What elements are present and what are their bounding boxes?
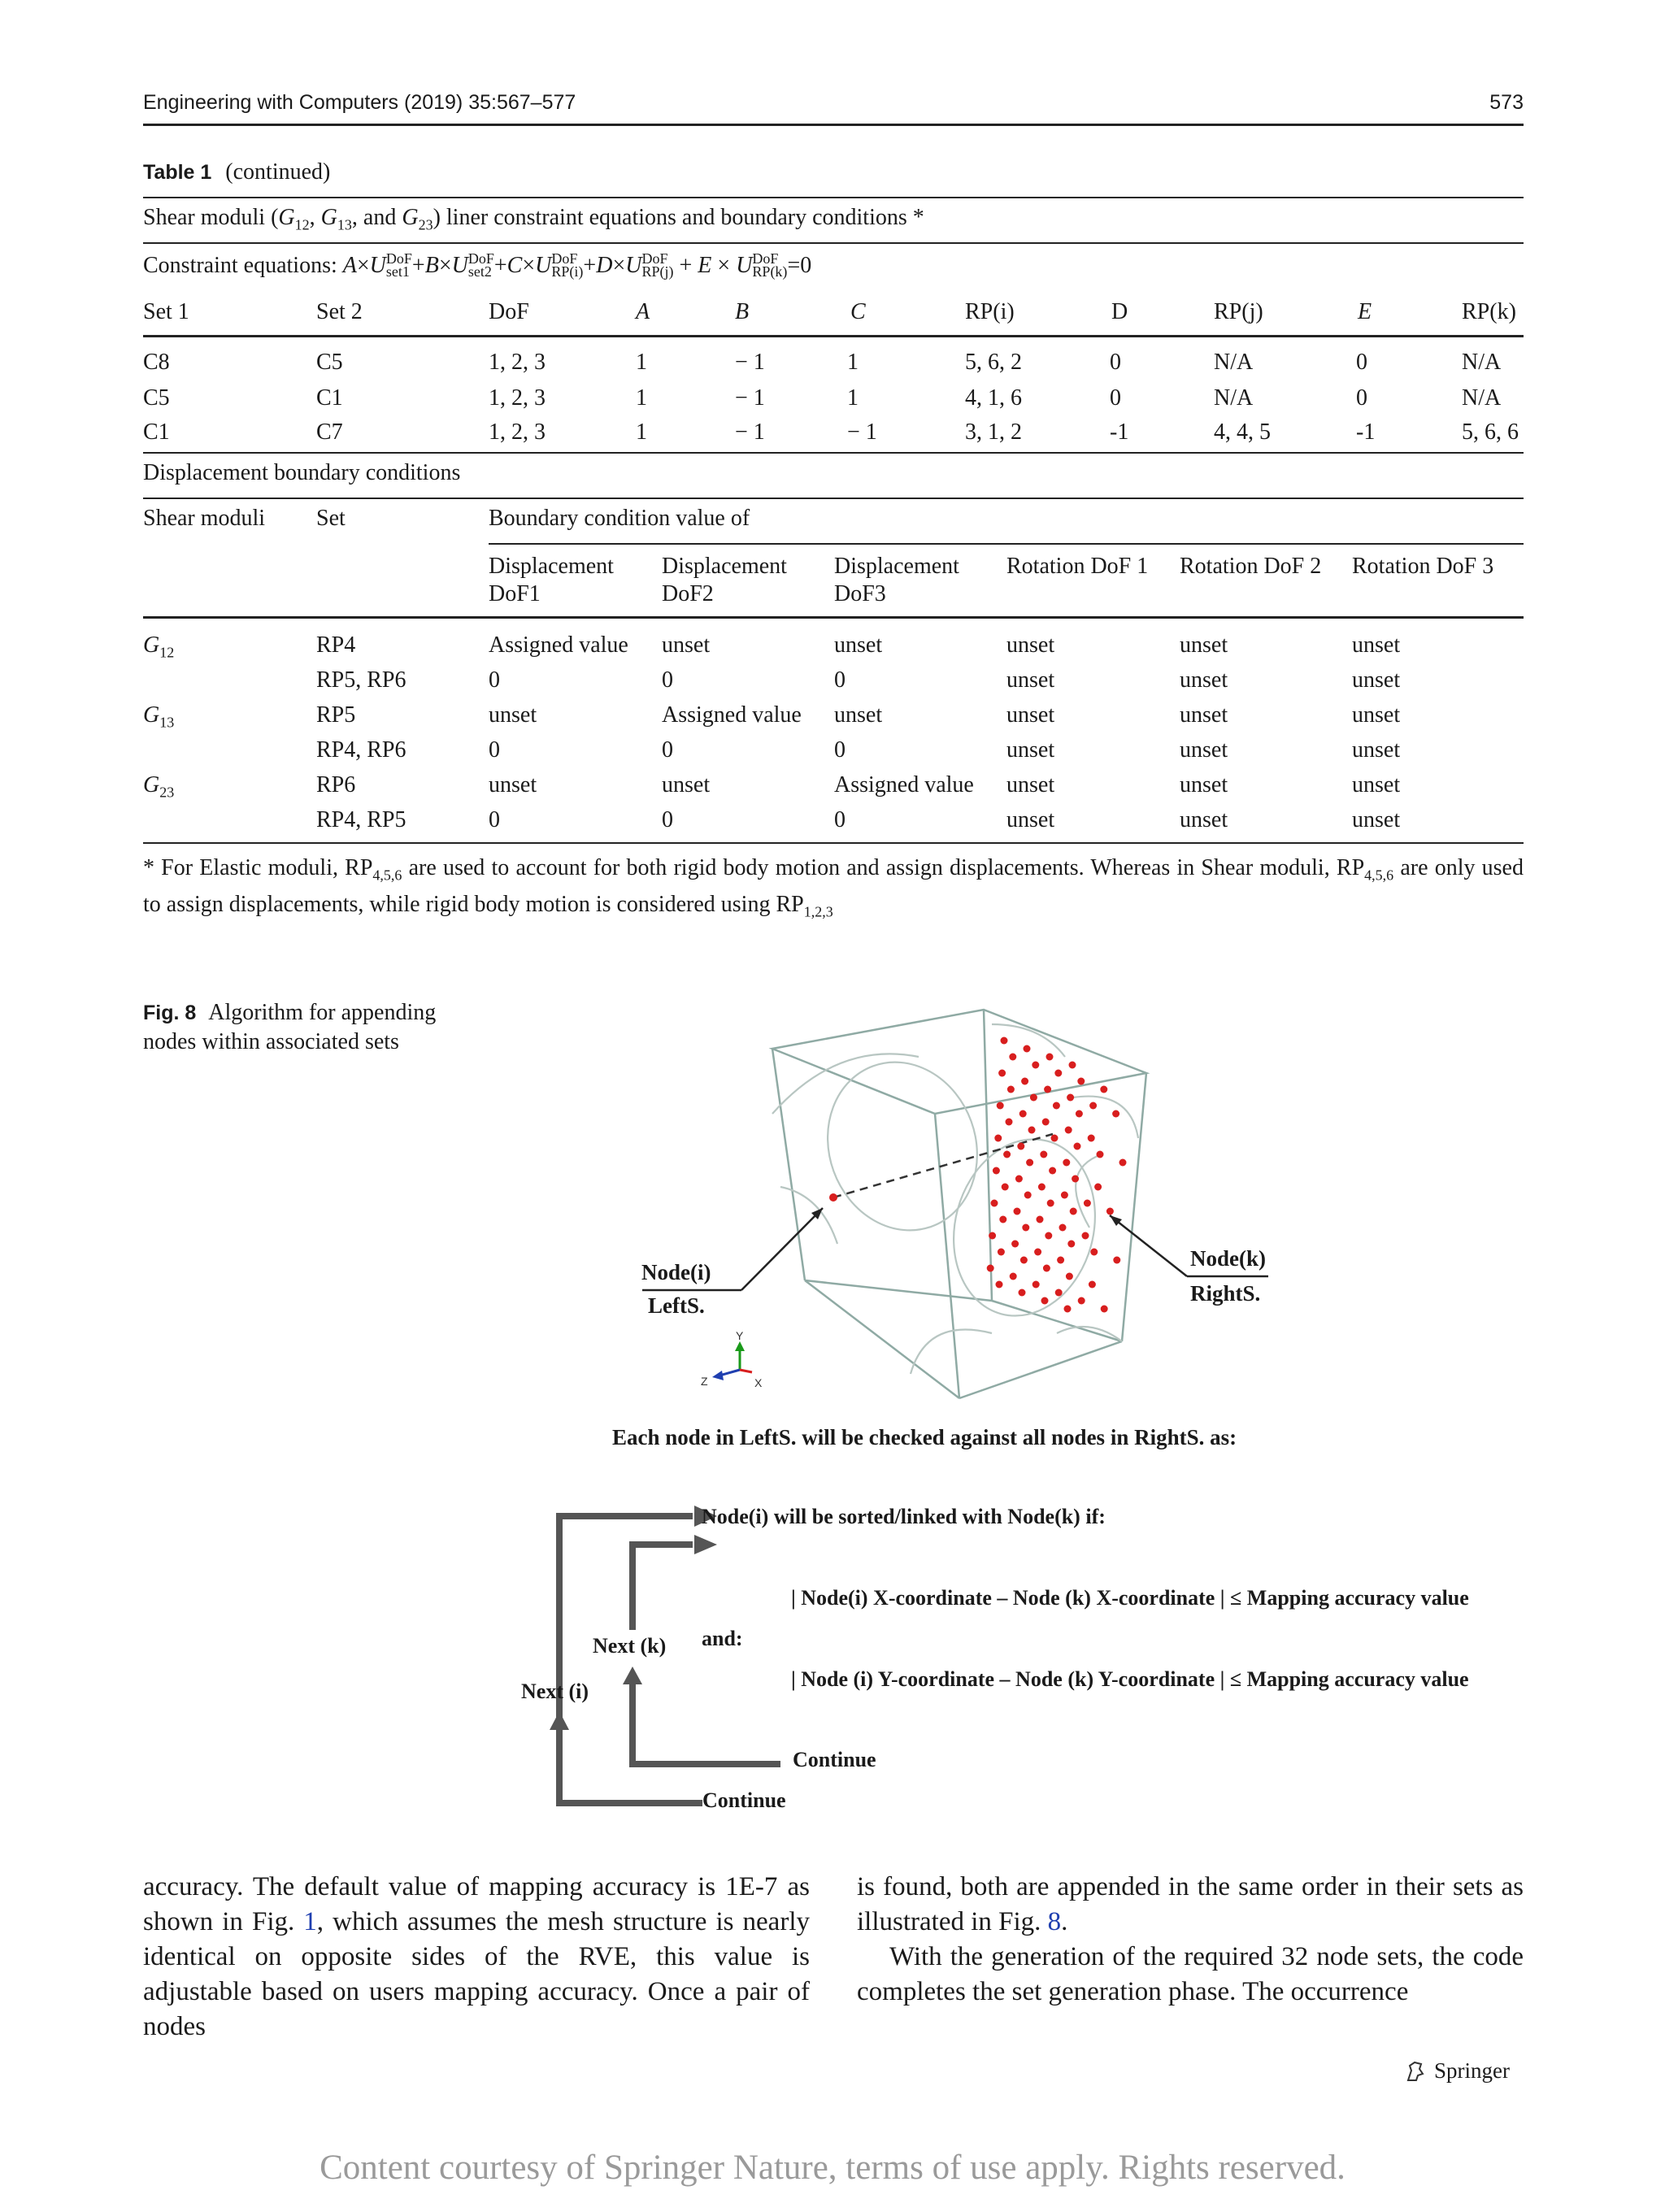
bc-header-set: Set (316, 506, 346, 531)
rights-node-dot (1044, 1086, 1051, 1093)
col-header-set2: Set 2 (316, 299, 363, 324)
col-header-a: A (636, 299, 650, 324)
rights-node-dot (997, 1102, 1004, 1110)
bc-subheader-dof2: Displacement DoF2 (662, 554, 787, 606)
rights-node-dot (1067, 1094, 1074, 1102)
body-column-right: is found, both are appended in the same order in their sets as illustrated in Fig. 8. With the generation of the required 32 node sets, the code completes the set generation phase. The occurrence (857, 1872, 1524, 2006)
bc-header-value-of: Boundary condition value of (489, 506, 750, 531)
rights-node-dot (1063, 1159, 1070, 1167)
fig-1-link[interactable]: 1 (303, 1907, 317, 1936)
rights-node-dot (1076, 1110, 1083, 1118)
rights-node-dot (1003, 1151, 1011, 1158)
publisher-name: Springer (1434, 2058, 1510, 2083)
rights-node-dot (1030, 1094, 1037, 1102)
rights-node-dot (1112, 1110, 1119, 1118)
displacement-section-title: Displacement boundary conditions (143, 460, 461, 485)
bc-subheader-rule (489, 543, 1524, 545)
bc-subheader-dof3: Displacement DoF3 (834, 554, 959, 606)
page-number: 573 (1489, 91, 1524, 114)
condition-y: | Node (i) Y-coordinate – Node (k) Y-coordinate | ≤ Mapping accuracy value (791, 1667, 1469, 1691)
rights-node-dot (994, 1135, 1002, 1142)
modulus-g12: $G_{12}$ (143, 632, 175, 661)
bc-header-shear-moduli: Shear moduli (143, 506, 266, 531)
axis-y-label: Y (736, 1329, 744, 1342)
col-header-e: E (1358, 299, 1372, 324)
axis-triad (712, 1341, 752, 1380)
continue-label-outer: Continue (702, 1788, 786, 1812)
rights-node-dot (1028, 1127, 1036, 1134)
table-caption (143, 161, 330, 184)
rights-node-dot (1074, 1143, 1081, 1150)
rights-node-dot (1040, 1151, 1047, 1158)
condition-x: | Node(i) X-coordinate – Node (k) X-coordinate | ≤ Mapping accuracy value (791, 1586, 1469, 1610)
table-rule-2 (143, 242, 1524, 244)
next-k-label: Next (k) (593, 1634, 667, 1658)
rights-node-dot (1021, 1078, 1028, 1085)
node-i-label: Node(i) (641, 1260, 711, 1284)
rights-node-dot (1119, 1159, 1127, 1167)
rights-node-dot (1046, 1054, 1054, 1061)
constraint-equation: Constraint equations: A×U DoF set1 +B×U DoF set2 +C×U DoF RP(i) +D×U DoF RP(j) + E × U DoF RP(k) =0 (143, 250, 812, 280)
table-top-rule (143, 197, 1524, 198)
bc-subheader-rot3: Rotation DoF 3 (1352, 554, 1494, 579)
rights-node-dot (1054, 1070, 1062, 1077)
header-rule (143, 124, 1524, 126)
body-column-left: accuracy. The default value of mapping accuracy is 1E-7 as shown in Fig. 1, which assumes the mesh structure is nearly identical on opposite sides of the RVE, this value is adjustable based on users mapping accuracy. Once a pair of nodes (143, 1872, 810, 2041)
node-leader-lines (634, 1179, 1285, 1325)
check-instruction: Each node in LeftS. will be checked against all nodes in RightS. as: (612, 1425, 1237, 1449)
col-header-d: D (1111, 299, 1128, 324)
rights-node-dot (1032, 1062, 1039, 1069)
rights-node-dot (1077, 1078, 1085, 1085)
watermark: Content courtesy of Springer Nature, terms of use apply. Rights reserved. (320, 2149, 1345, 2187)
sorted-condition-text: Node(i) will be sorted/linked with Node(k) if: (702, 1505, 1106, 1528)
rights-node-dot (1053, 1102, 1060, 1110)
rights-node-dot (1006, 1119, 1013, 1126)
bc-subheader-rot2: Rotation DoF 2 (1180, 554, 1322, 579)
rights-node-dot (1019, 1110, 1027, 1118)
rights-node-dot (1024, 1045, 1031, 1053)
figure-caption (143, 998, 468, 1056)
springer-horse-icon (1403, 2059, 1428, 2084)
col-header-set1: Set 1 (143, 299, 189, 324)
running-header-journal: Engineering with Computers (2019) 35:567–577 (143, 91, 576, 114)
rights-node-dot (1065, 1127, 1072, 1134)
col-header-dof: DoF (489, 299, 529, 324)
table-bottom-rule (143, 842, 1524, 844)
fig-8-link[interactable]: 8 (1047, 1907, 1062, 1936)
rights-node-dot (1049, 1167, 1056, 1175)
col-header-b: B (735, 299, 750, 324)
lefts-label: LeftS. (648, 1293, 705, 1318)
rights-node-dot (1007, 1086, 1015, 1093)
rights-node-dot (998, 1070, 1006, 1077)
bc-subheader-dof1: Displacement DoF1 (489, 554, 614, 606)
rights-label: RightS. (1190, 1281, 1261, 1306)
rights-node-dot (1100, 1086, 1107, 1093)
rights-node-dot (1051, 1135, 1059, 1142)
continue-label-inner: Continue (793, 1748, 876, 1771)
rights-node-dot (993, 1167, 1000, 1175)
rights-node-dot (1017, 1143, 1024, 1150)
axis-x-label: X (754, 1376, 763, 1389)
figure-label: Fig. 8 (143, 1002, 197, 1024)
and-text: and: (702, 1627, 743, 1650)
rights-node-dot (1042, 1119, 1050, 1126)
rights-node-dot (1026, 1159, 1033, 1167)
rights-node-dot (1009, 1054, 1016, 1061)
rights-node-dot (1069, 1062, 1076, 1069)
col-header-rpk: RP(k) (1462, 299, 1516, 324)
figure-caption-text: Algorithm for appending nodes within associated sets (143, 1000, 437, 1054)
table-rule-4 (143, 452, 1524, 454)
rights-node-dot (1097, 1151, 1104, 1158)
axis-z-label: Z (701, 1375, 708, 1388)
springer-logo (1403, 2058, 1510, 2084)
rights-node-dot (1089, 1102, 1097, 1110)
table-footnote: * For Elastic moduli, $RP_{4,5,6}$ are used to account for both rigid body motion and assign displacements. Whereas in Shear moduli, $RP_{4,5,6}$ are only used to assign displacements, while rigid body motion is considered using $RP_{1,2,3}$ (143, 855, 1524, 920)
table-rule-3 (143, 335, 1524, 337)
col-header-rpj: RP(j) (1214, 299, 1263, 324)
table-continued: (continued) (225, 159, 331, 185)
col-header-rpi: RP(i) (965, 299, 1015, 324)
modulus-g23: $G_{23}$ (143, 772, 175, 801)
node-k-label: Node(k) (1190, 1246, 1266, 1271)
next-i-label: Next (i) (521, 1680, 589, 1703)
table-title: Shear moduli ($G_{12}$, $G_{13}$, and $G_{23}$) liner constraint equations and boundary conditions * (143, 205, 924, 233)
rights-node-dot (1088, 1135, 1095, 1142)
bc-subheader-rot1: Rotation DoF 1 (1006, 554, 1149, 579)
rights-node-dot (1001, 1037, 1008, 1045)
table-rule-6 (143, 616, 1524, 619)
table-rule-5 (143, 498, 1524, 499)
col-header-c: C (850, 299, 866, 324)
modulus-g13: $G_{13}$ (143, 702, 175, 731)
table-label: Table 1 (143, 161, 212, 184)
